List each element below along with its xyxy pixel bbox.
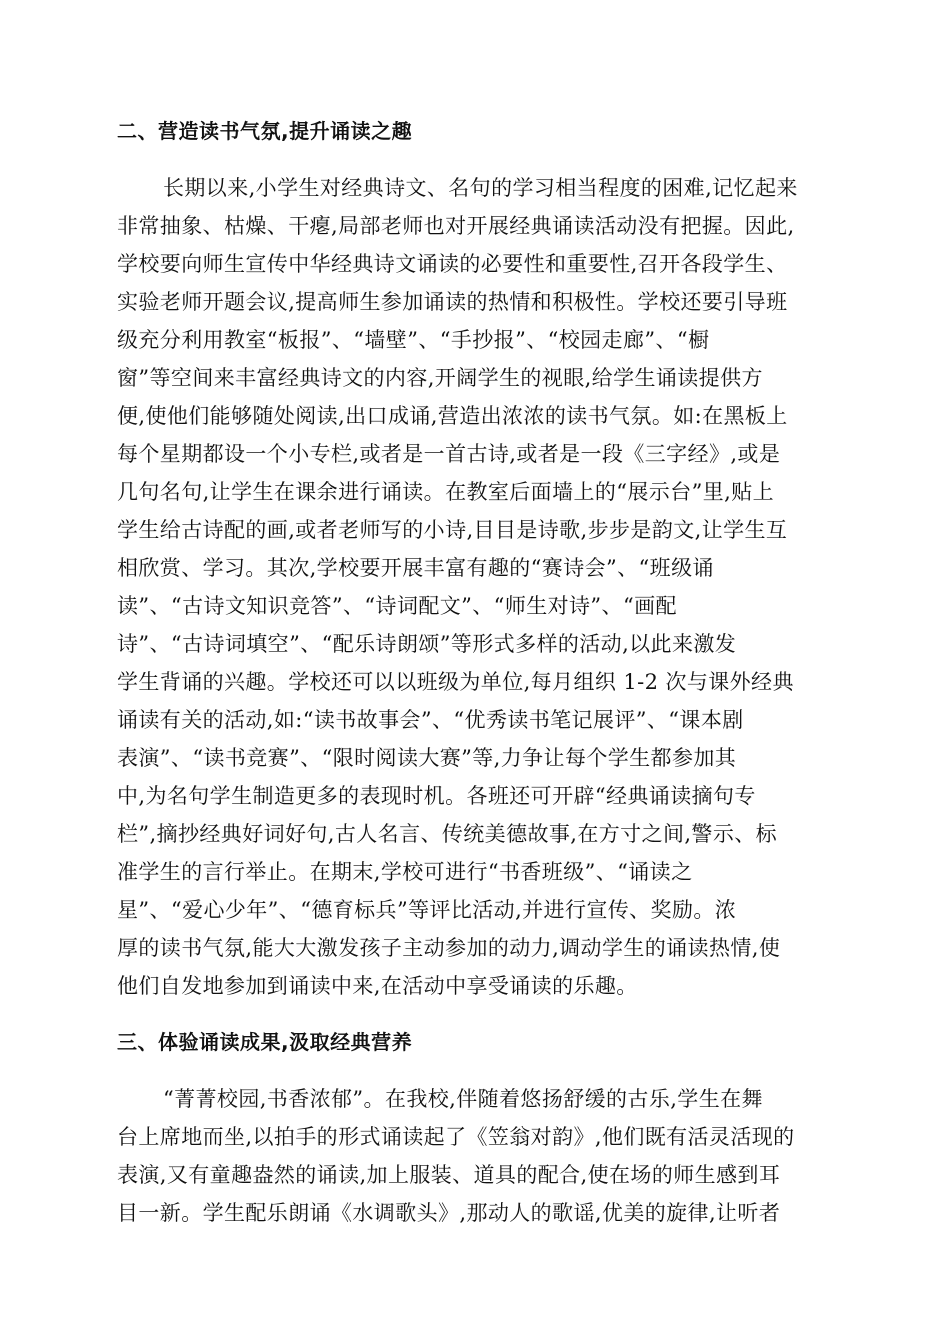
paragraph-line: 学生给古诗配的画,或者老师写的小诗,目目是诗歌,步步是韵文,让学生互: [117, 518, 788, 542]
paragraph-line: 厚的读书气氛,能大大激发孩子主动参加的动力,调动学生的诵读热情,使: [117, 936, 781, 960]
paragraph-line: 窗”等空间来丰富经典诗文的内容,开阔学生的视眼,给学生诵读提供方: [117, 366, 763, 390]
paragraph-line: 级充分利用教室“板报”、“墙壁”、“手抄报”、“校园走廊”、“橱: [117, 328, 710, 352]
section-heading-3: 三、体验诵读成果,汲取经典营养: [117, 1030, 413, 1054]
paragraph-line: “菁菁校园,书香浓郁”。在我校,伴随着悠扬舒缓的古乐,学生在舞: [163, 1087, 763, 1111]
paragraph-line: 学生背诵的兴趣。学校还可以以班级为单位,每月组织 1-2 次与课外经典: [117, 670, 794, 694]
paragraph-line: 准学生的言行举止。在期末,学校可进行“书香班级”、“诵读之: [117, 860, 693, 884]
paragraph-line: 非常抽象、枯燥、干瘪,局部老师也对开展经典诵读活动没有把握。因此,: [117, 214, 795, 238]
paragraph-line: 他们自发地参加到诵读中来,在活动中享受诵读的乐趣。: [117, 974, 638, 998]
paragraph-line: 读”、“古诗文知识竞答”、“诗词配文”、“师生对诗”、“画配: [117, 594, 677, 618]
paragraph-line: 几句名句,让学生在课余进行诵读。在教室后面墙上的“展示台”里,贴上: [117, 480, 775, 504]
paragraph-line: 表演”、“读书竞赛”、“限时阅读大赛”等,力争让每个学生都参加其: [117, 746, 737, 770]
paragraph-line: 表演,又有童趣盎然的诵读,加上服装、道具的配合,使在场的师生感到耳: [117, 1163, 781, 1187]
section-3-paragraph: [117, 1080, 837, 1232]
paragraph-line: 实验老师开题会议,提高师生参加诵读的热情和积极性。学校还要引导班: [117, 290, 788, 314]
paragraph-line: 每个星期都设一个小专栏,或者是一首古诗,或者是一段《三字经》,或是: [117, 442, 781, 466]
paragraph-line: 中,为名句学生制造更多的表现时机。各班还可开辟“经典诵读摘句专: [117, 784, 756, 808]
section-heading-2: 二、营造读书气氛,提升诵读之趣: [117, 119, 413, 143]
paragraph-line: 星”、“爱心少年”、“德育标兵”等评比活动,并进行宣传、奖励。浓: [117, 898, 737, 922]
paragraph-line: 栏”,摘抄经典好词好句,古人名言、传统美德故事,在方寸之间,警示、标: [117, 822, 778, 846]
paragraph-line: 诗”、“古诗词填空”、“配乐诗朗颂”等形式多样的活动,以此来激发: [117, 632, 737, 656]
paragraph-line: 便,使他们能够随处阅读,出口成诵,营造出浓浓的读书气氛。如:在黑板上: [117, 404, 788, 428]
paragraph-line: 长期以来,小学生对经典诗文、名句的学习相当程度的困难,记忆起来: [163, 176, 798, 200]
section-2-paragraph: [117, 169, 837, 1005]
paragraph-line: 目一新。学生配乐朗诵《水调歌头》,那动人的歌谣,优美的旋律,让听者: [117, 1201, 781, 1225]
paragraph-line: 诵读有关的活动,如:“读书故事会”、“优秀读书笔记展评”、“课本剧: [117, 708, 744, 732]
paragraph-line: 台上席地而坐,以拍手的形式诵读起了《笠翁对韵》,他们既有活灵活现的: [117, 1125, 795, 1149]
paragraph-line: 相欣赏、学习。其次,学校要开展丰富有趣的“赛诗会”、“班级诵: [117, 556, 714, 580]
paragraph-line: 学校要向师生宣传中华经典诗文诵读的必要性和重要性,召开各段学生、: [117, 252, 788, 276]
